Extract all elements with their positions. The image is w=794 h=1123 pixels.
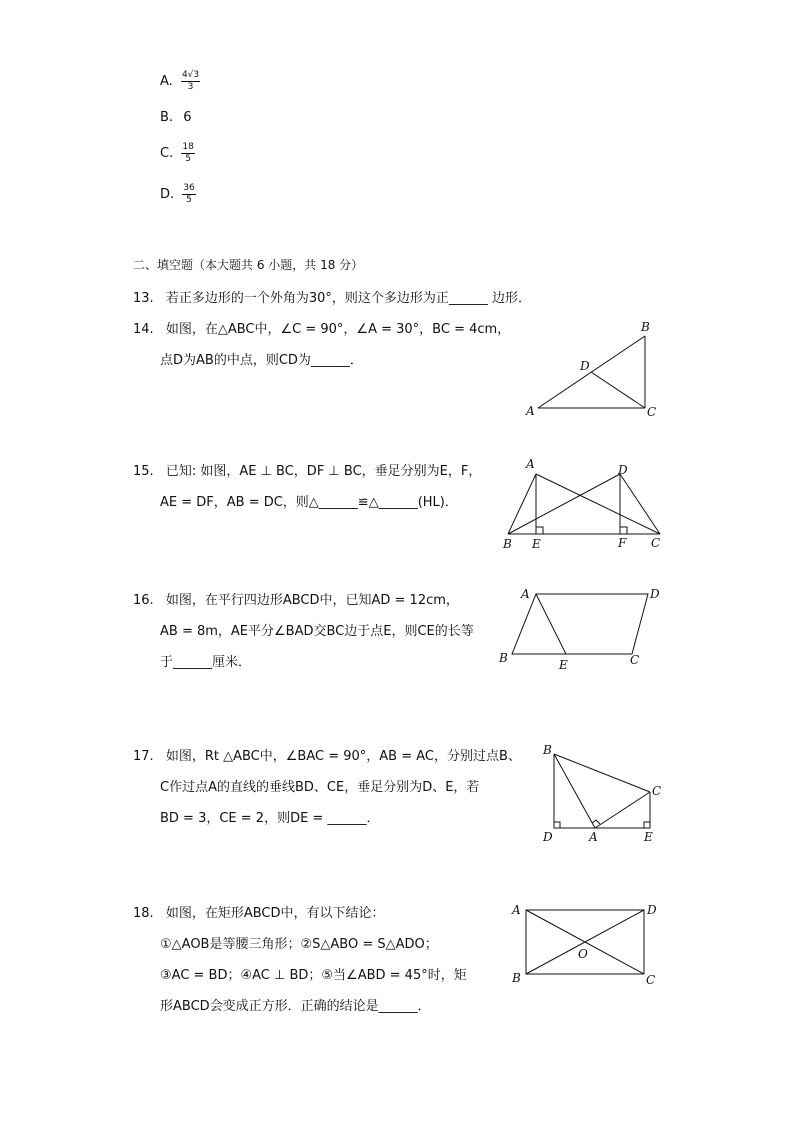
question-18-line2: ①△AOB是等腰三角形；②S△ABO = S△ADO； <box>160 937 438 952</box>
choice-b-label: B. <box>160 110 174 125</box>
question-16-line2: AB = 8m，AE平分∠BAD交BC边于点E，则CE的长等 <box>160 624 474 639</box>
fig15-label-f: F <box>618 536 627 550</box>
question-text: 如图，在△ABC中，∠C = 90°，∠A = 30°，BC = 4cm， <box>165 322 511 337</box>
figure-15 <box>498 456 670 552</box>
choice-c-numerator: 18 <box>182 142 194 152</box>
question-14-line2: 点D为AB的中点，则CD为______． <box>160 353 363 368</box>
fig16-label-c: C <box>630 653 640 667</box>
choice-d <box>160 183 196 206</box>
fig16-label-a: A <box>521 587 530 601</box>
fig16-label-e: E <box>559 658 568 672</box>
question-text: 如图，在矩形ABCD中，有以下结论： <box>165 906 385 921</box>
choice-c <box>160 142 195 165</box>
fig17-label-d: D <box>543 830 553 844</box>
question-text: 若正多边形的一个外角为30°，则这个多边形为正______ 边形． <box>165 291 532 306</box>
fig14-label-a: A <box>526 404 535 418</box>
choice-a-fraction <box>181 70 200 93</box>
question-13 <box>133 287 531 306</box>
fig18-label-d: D <box>647 903 657 917</box>
question-number: 13. <box>133 291 154 306</box>
choice-a-numerator: 4√3 <box>181 70 200 80</box>
fig14-label-c: C <box>647 405 657 419</box>
choice-d-label: D. <box>160 187 175 202</box>
choice-a-label: A. <box>160 74 173 89</box>
question-18-line3: ③AC = BD；④AC ⊥ BD；⑤当∠ABD = 45°时，矩 <box>160 968 467 983</box>
choice-b <box>160 110 191 125</box>
question-14 <box>133 318 510 337</box>
question-number: 16. <box>133 593 154 608</box>
question-text: 已知: 如图，AE ⊥ BC，DF ⊥ BC，垂足分别为E，F， <box>165 464 482 479</box>
question-16 <box>133 589 459 608</box>
question-17-line2: C作过点A的直线的垂线BD、CE，垂足分别为D、E，若 <box>160 780 480 795</box>
choice-c-label: C. <box>160 146 174 161</box>
question-number: 18. <box>133 906 154 921</box>
figure-16 <box>496 584 668 674</box>
fig14-label-d: D <box>580 359 590 373</box>
figure-17 <box>538 740 668 848</box>
choice-c-denominator: 5 <box>185 154 191 164</box>
fig15-label-e: E <box>532 537 541 551</box>
choice-a-denominator: 3 <box>187 82 194 92</box>
question-text: 如图，Rt △ABC中，∠BAC = 90°，AB = AC，分别过点B、 <box>165 749 521 764</box>
question-17 <box>133 745 521 764</box>
choice-c-fraction <box>181 142 194 165</box>
fig18-label-b: B <box>512 971 521 985</box>
question-number: 15. <box>133 464 154 479</box>
choice-b-value: 6 <box>183 110 192 125</box>
fig16-label-d: D <box>650 587 660 601</box>
question-17-line3: BD = 3，CE = 2，则DE = ______． <box>160 811 380 826</box>
question-18-line4: 形ABCD会变成正方形．正确的结论是______． <box>160 999 431 1014</box>
choice-d-denominator: 5 <box>186 195 192 205</box>
question-15-line2: AE = DF，AB = DC，则△______≌△______(HL)． <box>160 495 458 510</box>
fig15-label-c: C <box>651 536 661 550</box>
figure-18 <box>510 898 670 990</box>
fig15-label-b: B <box>503 537 512 551</box>
question-16-line3: 于______厘米． <box>160 655 252 670</box>
fig17-label-b: B <box>543 743 552 757</box>
question-number: 14. <box>133 322 154 337</box>
section-title: 二、填空题（本大题共 6 小题，共 18 分） <box>133 258 364 272</box>
choice-d-fraction <box>182 183 195 206</box>
choice-d-numerator: 36 <box>183 183 195 193</box>
fig16-label-b: B <box>499 651 508 665</box>
fig17-label-e: E <box>644 830 653 844</box>
fig18-label-o: O <box>578 947 588 961</box>
fig15-label-d: D <box>618 463 628 477</box>
fig18-label-c: C <box>646 973 656 987</box>
fig14-label-b: B <box>641 320 650 334</box>
fig17-label-c: C <box>652 784 662 798</box>
fig17-label-a: A <box>589 830 598 844</box>
question-text: 如图，在平行四边形ABCD中，已知AD = 12cm， <box>165 593 459 608</box>
choice-a <box>160 70 200 93</box>
question-number: 17. <box>133 749 154 764</box>
question-15 <box>133 460 481 479</box>
fig15-label-a: A <box>526 457 535 471</box>
question-18 <box>133 902 385 921</box>
fig18-label-a: A <box>512 903 521 917</box>
figure-14 <box>520 318 670 420</box>
